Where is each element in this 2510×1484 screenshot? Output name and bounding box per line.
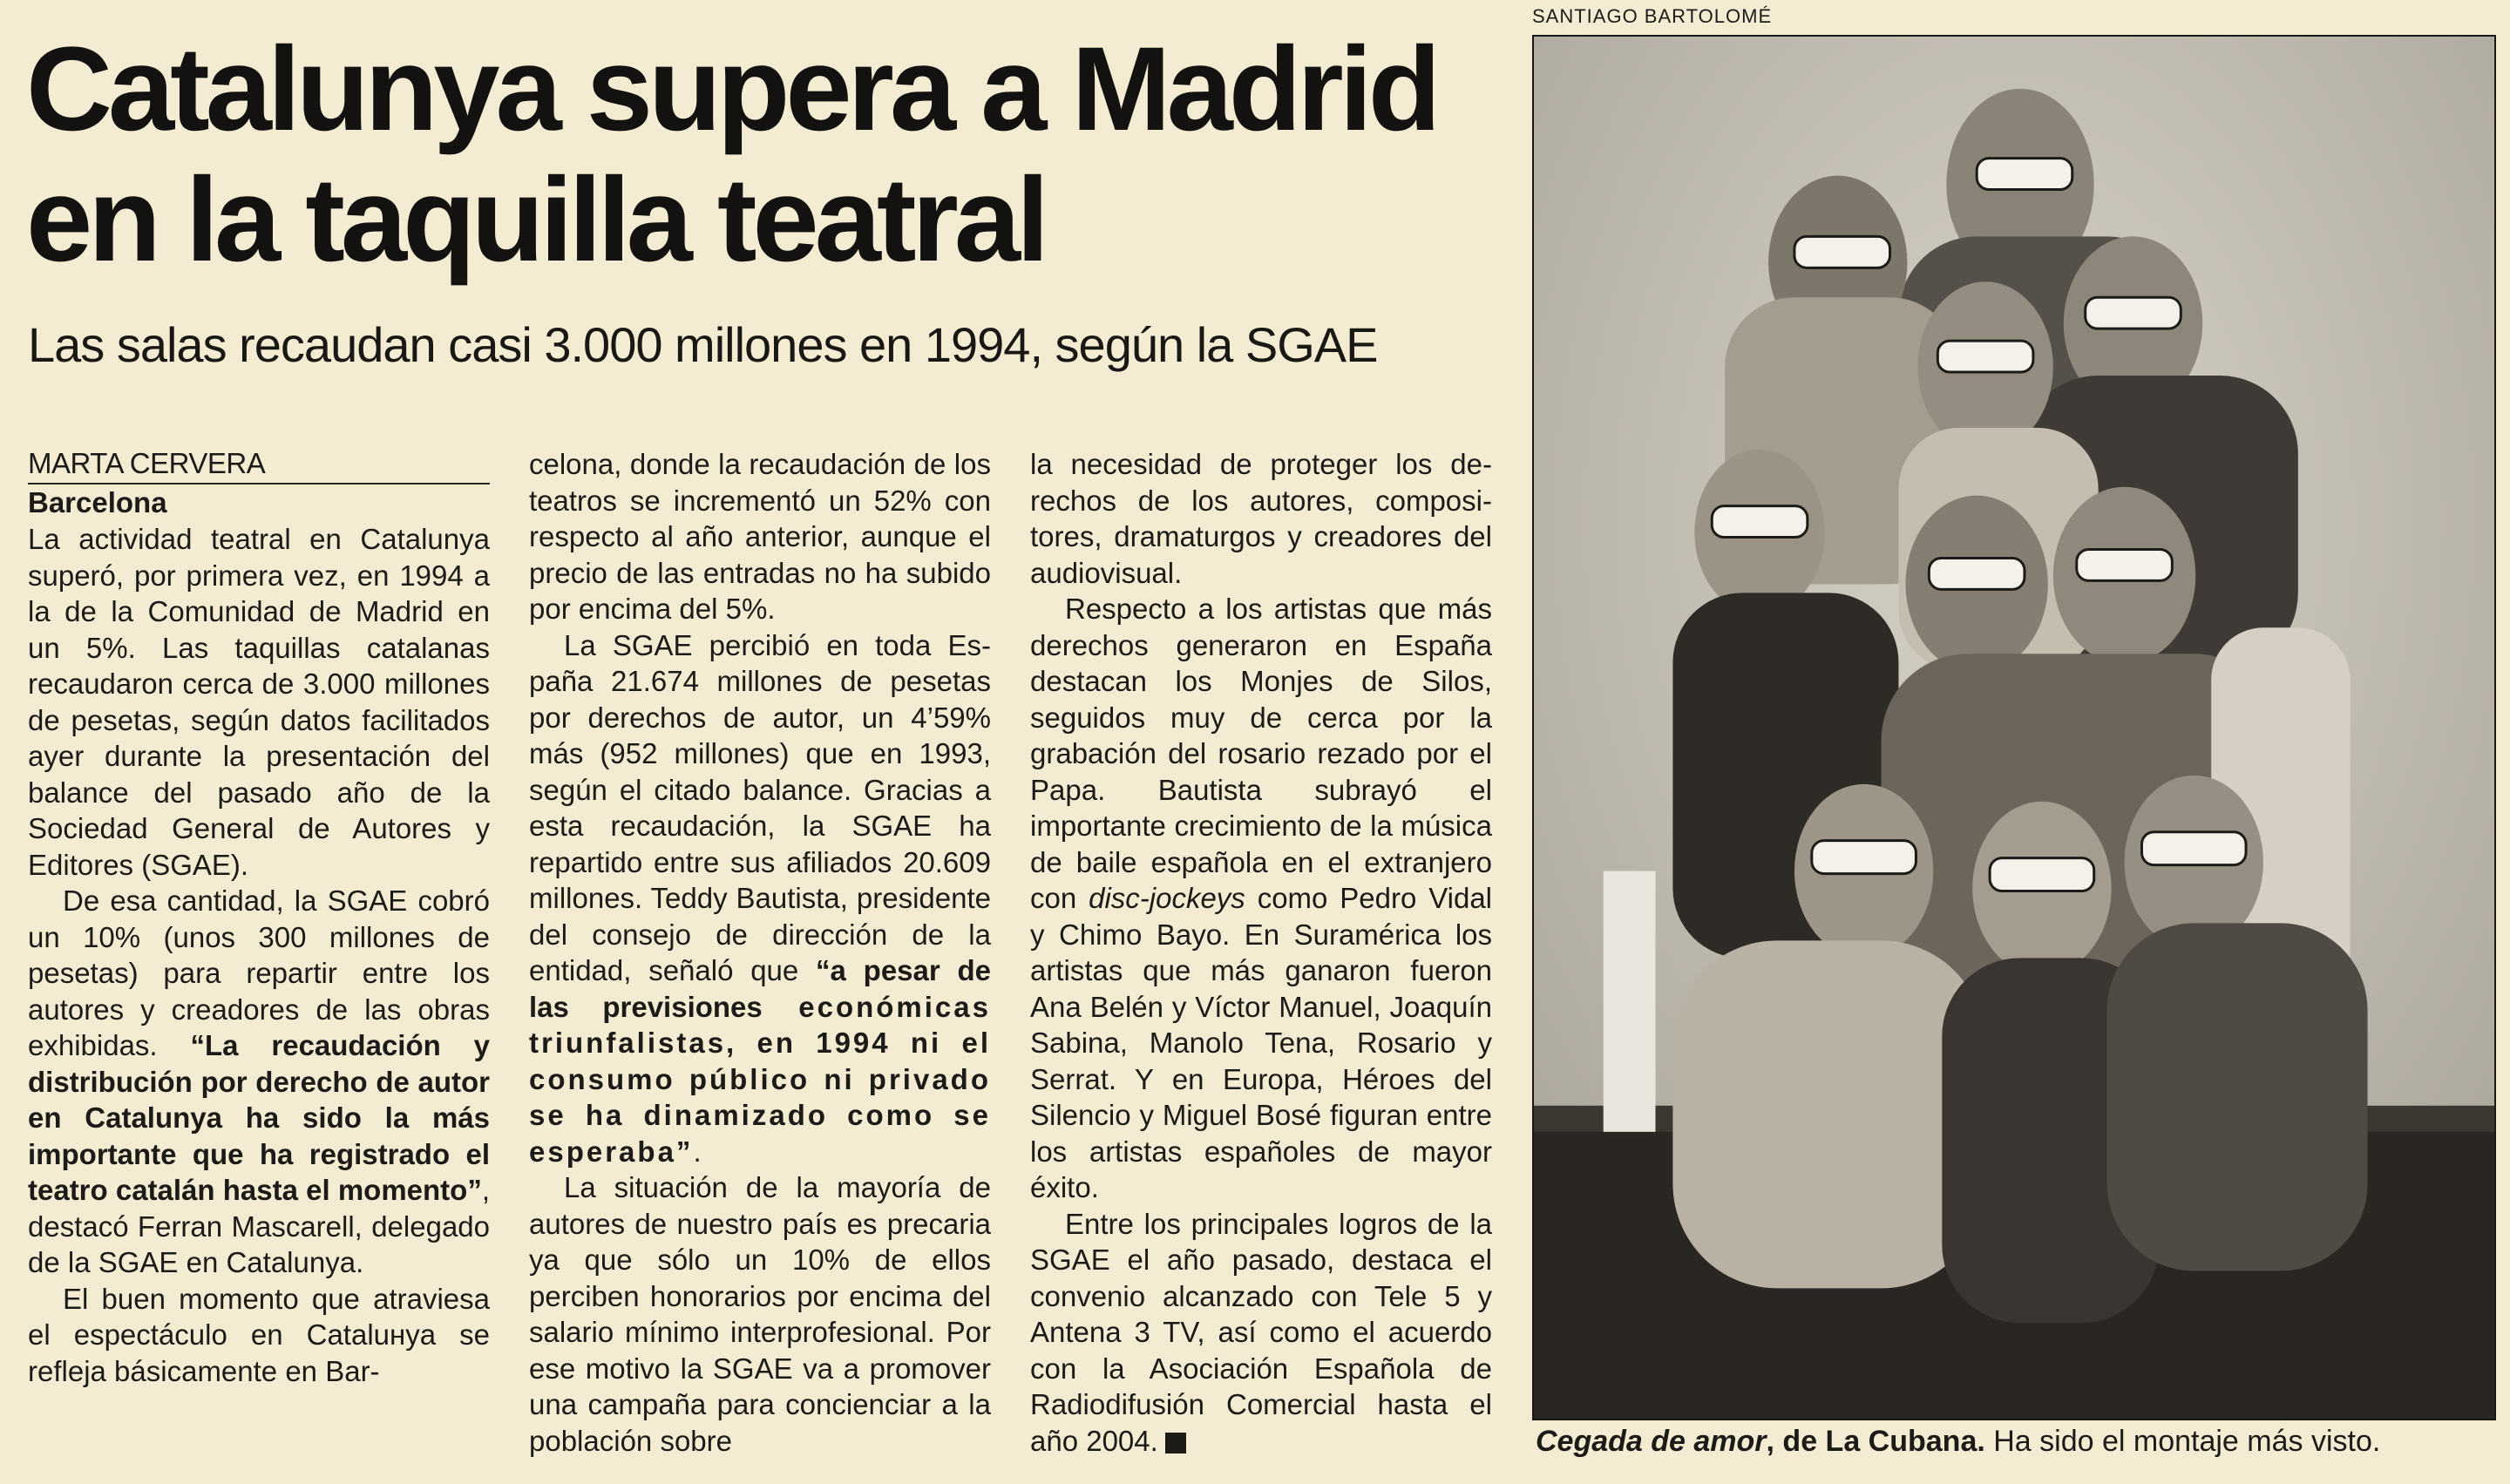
caption-text: Ha sido el montaje más visto. (1984, 1425, 2381, 1458)
paragraph (529, 627, 991, 1170)
text-run: como Pedro Vidal y Chimo Bayo. En Suramérica los artistas que más ganaron fueron Ana Belén y Víctor Manuel, Joaquín Sabina, Manolo Tena, Rosario y Serrat. Y en Europa, Héroes del Silencio y Miguel Bosé figuran entre los artistas españoles de mayor éxito. (1030, 882, 1493, 1203)
photo-illustration (1534, 37, 2494, 1419)
paragraph: La situación de la mayoría de autores de nuestro país es precaria ya que sólo un 10% de ellos perciben honorarios por encima del salario mínimo interprofesional. Por ese motivo la SGAE va a promover una campaña para concienciar a la población sobre (529, 1171, 991, 1457)
paragraph (1030, 1206, 1492, 1460)
photo-credit: SANTIAGO BARTOLOMÉ (1532, 5, 1773, 27)
text-run: La SGAE percibió en toda España 21.674 millones de pesetas por derechos de autor, un 4’59% más (952 millones) que en 1993, según el citado balance. Gracias a esta recaudación, la SGAE ha repartido entre sus afiliados 20.609 millones. Teddy Bautista, presidente del consejo de dirección de la entidad, señaló que (529, 628, 991, 986)
text-run: Entre los principales logros de la SGAE el año pasado, destaca el convenio alcanzado con Tele 5 y Antena 3 TV, así como el acuerdo con la Asociación Española de Radiodifusión Comercial hasta el año 2004. (1030, 1207, 1492, 1457)
byline: MARTA CERVERA (28, 446, 490, 485)
dateline: Barcelona (28, 486, 167, 518)
paragraph: celona, donde la recaudación de los teatros se incrementó un 52% con respecto al año anterior, aunque el precio de las entradas no ha subido por encima del 5%. (529, 448, 991, 625)
paragraph (1030, 591, 1492, 1206)
bold-quote: económicas triunfalistas, en 1994 ni el consumo público ni privado se ha dinamizado como se esperaba” (529, 990, 991, 1168)
bold-quote: “a pesar de las previsiones (529, 954, 992, 1023)
text-run: Respecto a los artistas que más derechos generaron en España destacan los Monjes de Silos, seguidos muy de cerca por la grabación del rosario rezado por el Papa. Bautista subrayó el importante crecimiento de la música de baile española en el extranjero con (1030, 593, 1492, 914)
headline: Catalunya supera a Madrid en la taquilla teatral (26, 23, 1437, 287)
paragraph: La actividad teatral en Catalunya superó, por primera vez, en 1994 a la de la Comunidad de Madrid en un 5%. Las taquillas catalanas recaudaron cerca de 3.000 millones de pesetas, según datos facilitados ayer durante la presentación del balance del pasado año de la Sociedad General de Autores y Editores (SGAE). (28, 523, 490, 881)
italic-term: disc-jockeys (1089, 882, 1245, 914)
bold-quote: “La recaudación y distribución por derecho de autor en Catalunya ha sido la más importante que ha registrado el teatro catalán hasta el momento” (28, 1029, 491, 1206)
article-column-1 (28, 446, 490, 1389)
paragraph (28, 883, 490, 1281)
article-column-2 (529, 446, 991, 1459)
text-run: . (693, 1135, 702, 1168)
photo-cast-la-cubana (1532, 35, 2496, 1420)
caption-company: , de La Cubana. (1766, 1425, 1985, 1458)
text-run: De esa cantidad, la SGAE cobró un 10% (unos 300 millones de pesetas) para repartir entre los autores y creadores de las obras exhibidas. (28, 884, 490, 1061)
caption-title: Cegada de amor (1536, 1425, 1767, 1458)
photo-caption (1536, 1422, 2503, 1460)
article-column-3 (1030, 446, 1492, 1459)
paragraph: la necesidad de proteger los derechos de los autores, compositores, dramaturgos y creadores del audiovisual. (1030, 448, 1492, 589)
text-run: , destacó Ferran Mascarell, delegado de la SGAE en Catalunya. (28, 1174, 490, 1278)
paragraph: El buen momento que atraviesa el espectáculo en Cataluнya se refleja básicamente en Bar- (28, 1282, 490, 1387)
end-of-article-mark (1165, 1433, 1186, 1454)
deck-subheadline: Las salas recaudan casi 3.000 millones en 1994, según la SGAE (28, 317, 1378, 372)
